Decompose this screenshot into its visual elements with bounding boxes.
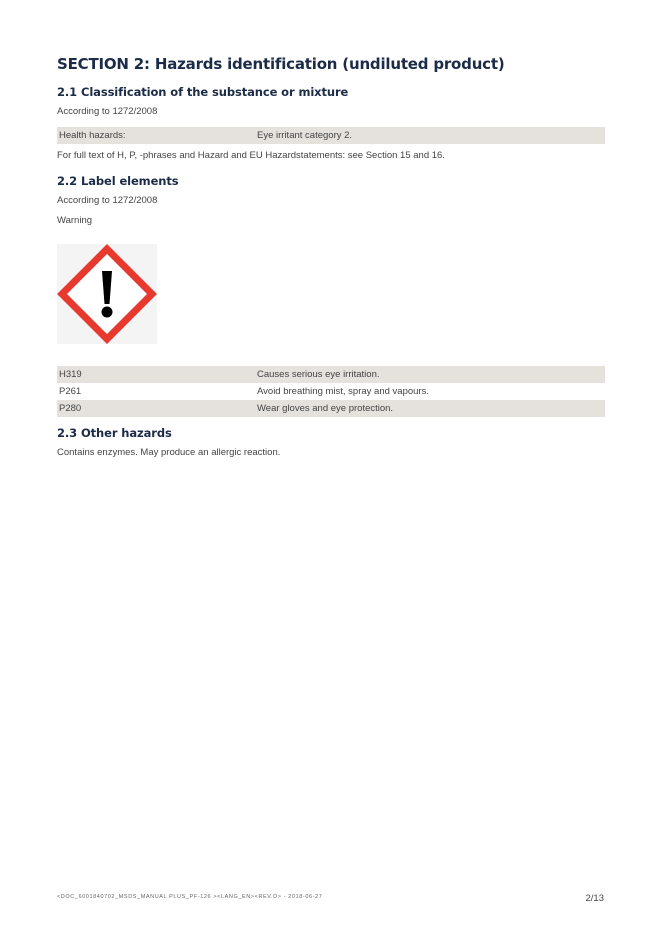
document-page	[57, 53, 605, 460]
statement-code: P261	[59, 386, 82, 397]
label-elements-according: According to 1272/2008	[57, 195, 158, 206]
table-row	[57, 383, 605, 400]
statement-text: Causes serious eye irritation.	[255, 366, 605, 383]
hazard-value: Eye irritant category 2.	[255, 127, 605, 144]
statement-text: Wear gloves and eye protection.	[255, 400, 605, 417]
statements-table	[57, 366, 605, 417]
statement-code: P280	[57, 400, 255, 417]
label-elements-heading: 2.2 Label elements	[57, 174, 179, 188]
classification-note: For full text of H, P, -phrases and Hazard and EU Hazardstatements: see Section 15 and 16.	[57, 150, 445, 161]
table-row	[57, 400, 605, 417]
other-hazards-heading: 2.3 Other hazards	[57, 426, 172, 440]
ghs07-exclamation-mark-icon	[57, 244, 157, 344]
signal-word: Warning	[57, 215, 93, 226]
other-hazards-text: Contains enzymes. May produce an allergic reaction.	[57, 447, 281, 458]
hazard-label: Health hazards:	[57, 127, 255, 144]
table-row	[57, 366, 605, 383]
page-number: 2/13	[585, 893, 604, 904]
classification-heading: 2.1 Classification of the substance or mixture	[57, 85, 349, 99]
ghs-pictogram	[57, 244, 157, 344]
classification-table	[57, 127, 605, 144]
statement-text: Avoid breathing mist, spray and vapours.	[257, 386, 429, 397]
section-title: SECTION 2: Hazards identification (undiluted product)	[57, 55, 505, 73]
footer-doc-code: <DOC_6001840702_MSDS_MANUAL PLUS_PF-126 ><LANG_EN><REV.D> - 2018-06-27	[57, 894, 323, 900]
table-row	[57, 127, 605, 144]
classification-according: According to 1272/2008	[57, 106, 158, 117]
statement-code: H319	[57, 366, 255, 383]
